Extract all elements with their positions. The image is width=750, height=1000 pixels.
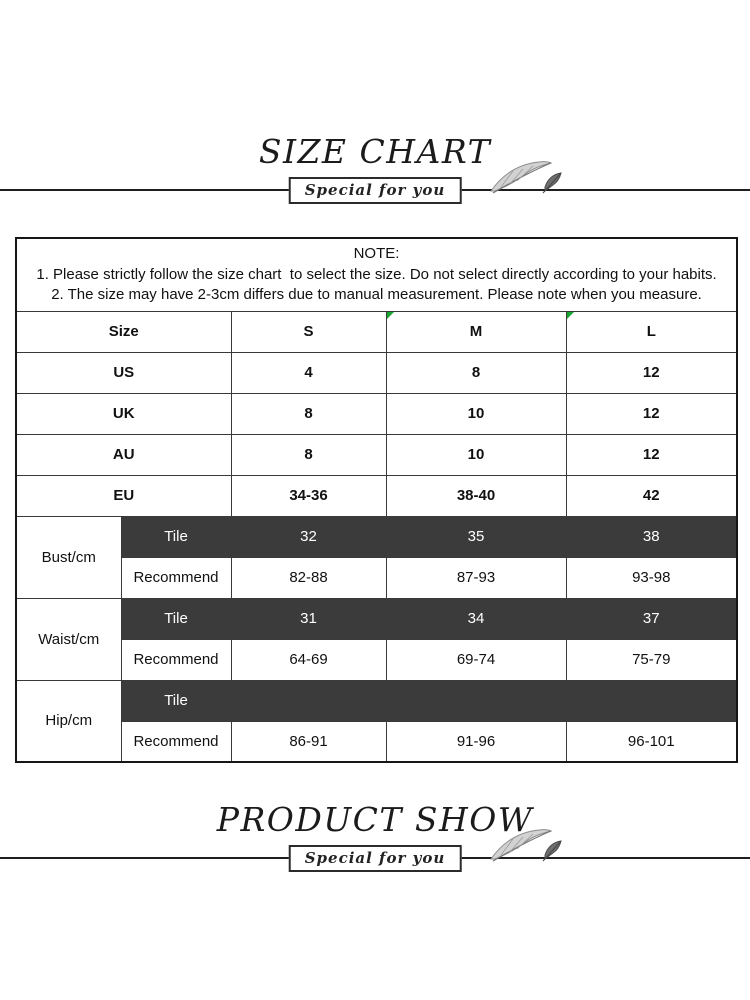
table-row-au xyxy=(16,434,737,475)
table-row-bust-tile xyxy=(16,516,737,557)
row-label-waist: Waist/cm xyxy=(16,598,121,680)
row-label-uk: UK xyxy=(16,393,231,434)
au-l: 12 xyxy=(566,434,737,475)
special-for-you-badge: Special for you xyxy=(289,177,462,204)
waist-recommend-label: Recommend xyxy=(121,639,231,680)
waist-rec-s: 64-69 xyxy=(231,639,386,680)
hip-tile-label: Tile xyxy=(121,680,231,721)
bust-tile-l: 38 xyxy=(566,516,737,557)
table-row-hip-tile xyxy=(16,680,737,721)
header-s: S xyxy=(231,311,386,352)
table-row-eu xyxy=(16,475,737,516)
note-line-2: 2. The size may have 2-3cm differs due to manual measurement. Please note when you measure. xyxy=(51,285,702,303)
bust-tile-label: Tile xyxy=(121,516,231,557)
product-show-title: PRODUCT SHOW xyxy=(216,800,534,839)
hip-rec-m: 91-96 xyxy=(386,721,566,762)
table-row-bust-recommend xyxy=(16,557,737,598)
eu-m: 38-40 xyxy=(386,475,566,516)
row-label-hip: Hip/cm xyxy=(16,680,121,762)
us-m: 8 xyxy=(386,352,566,393)
header-m: M xyxy=(386,311,566,352)
table-row-us xyxy=(16,352,737,393)
header-l: L xyxy=(566,311,737,352)
hip-tile-m xyxy=(386,680,566,721)
uk-m: 10 xyxy=(386,393,566,434)
size-chart-header xyxy=(0,132,750,205)
header-size: Size xyxy=(16,311,231,352)
uk-s: 8 xyxy=(231,393,386,434)
hip-tile-l xyxy=(566,680,737,721)
table-row-waist-recommend xyxy=(16,639,737,680)
row-label-eu: EU xyxy=(16,475,231,516)
bust-recommend-label: Recommend xyxy=(121,557,231,598)
table-row-uk xyxy=(16,393,737,434)
bust-tile-m: 35 xyxy=(386,516,566,557)
size-chart-divider xyxy=(0,177,750,205)
bust-rec-m: 87-93 xyxy=(386,557,566,598)
row-label-us: US xyxy=(16,352,231,393)
header-row xyxy=(16,311,737,352)
product-show-header xyxy=(0,800,750,873)
waist-tile-label: Tile xyxy=(121,598,231,639)
product-show-divider xyxy=(0,845,750,873)
size-chart-table xyxy=(15,237,738,763)
hip-recommend-label: Recommend xyxy=(121,721,231,762)
hip-rec-l: 96-101 xyxy=(566,721,737,762)
special-for-you-badge: Special for you xyxy=(289,845,462,872)
waist-tile-l: 37 xyxy=(566,598,737,639)
excel-note-marker-icon xyxy=(567,312,574,319)
bust-tile-s: 32 xyxy=(231,516,386,557)
size-chart-table-container xyxy=(15,237,738,763)
table-row-hip-recommend xyxy=(16,721,737,762)
us-l: 12 xyxy=(566,352,737,393)
waist-rec-m: 69-74 xyxy=(386,639,566,680)
table-row-waist-tile xyxy=(16,598,737,639)
feather-icon xyxy=(487,825,567,867)
excel-note-marker-icon xyxy=(387,312,394,319)
eu-l: 42 xyxy=(566,475,737,516)
au-m: 10 xyxy=(386,434,566,475)
au-s: 8 xyxy=(231,434,386,475)
size-chart-title: SIZE CHART xyxy=(258,132,492,171)
row-label-bust: Bust/cm xyxy=(16,516,121,598)
eu-s: 34-36 xyxy=(231,475,386,516)
bust-rec-l: 93-98 xyxy=(566,557,737,598)
uk-l: 12 xyxy=(566,393,737,434)
hip-rec-s: 86-91 xyxy=(231,721,386,762)
note-cell xyxy=(16,238,737,311)
waist-tile-m: 34 xyxy=(386,598,566,639)
note-row xyxy=(16,238,737,311)
note-line-1: 1. Please strictly follow the size chart to select the size. Do not select directly according to your habits. xyxy=(36,265,717,283)
waist-rec-l: 75-79 xyxy=(566,639,737,680)
hip-tile-s xyxy=(231,680,386,721)
waist-tile-s: 31 xyxy=(231,598,386,639)
us-s: 4 xyxy=(231,352,386,393)
note-heading: NOTE: xyxy=(353,244,400,262)
bust-rec-s: 82-88 xyxy=(231,557,386,598)
feather-icon xyxy=(487,157,567,199)
row-label-au: AU xyxy=(16,434,231,475)
